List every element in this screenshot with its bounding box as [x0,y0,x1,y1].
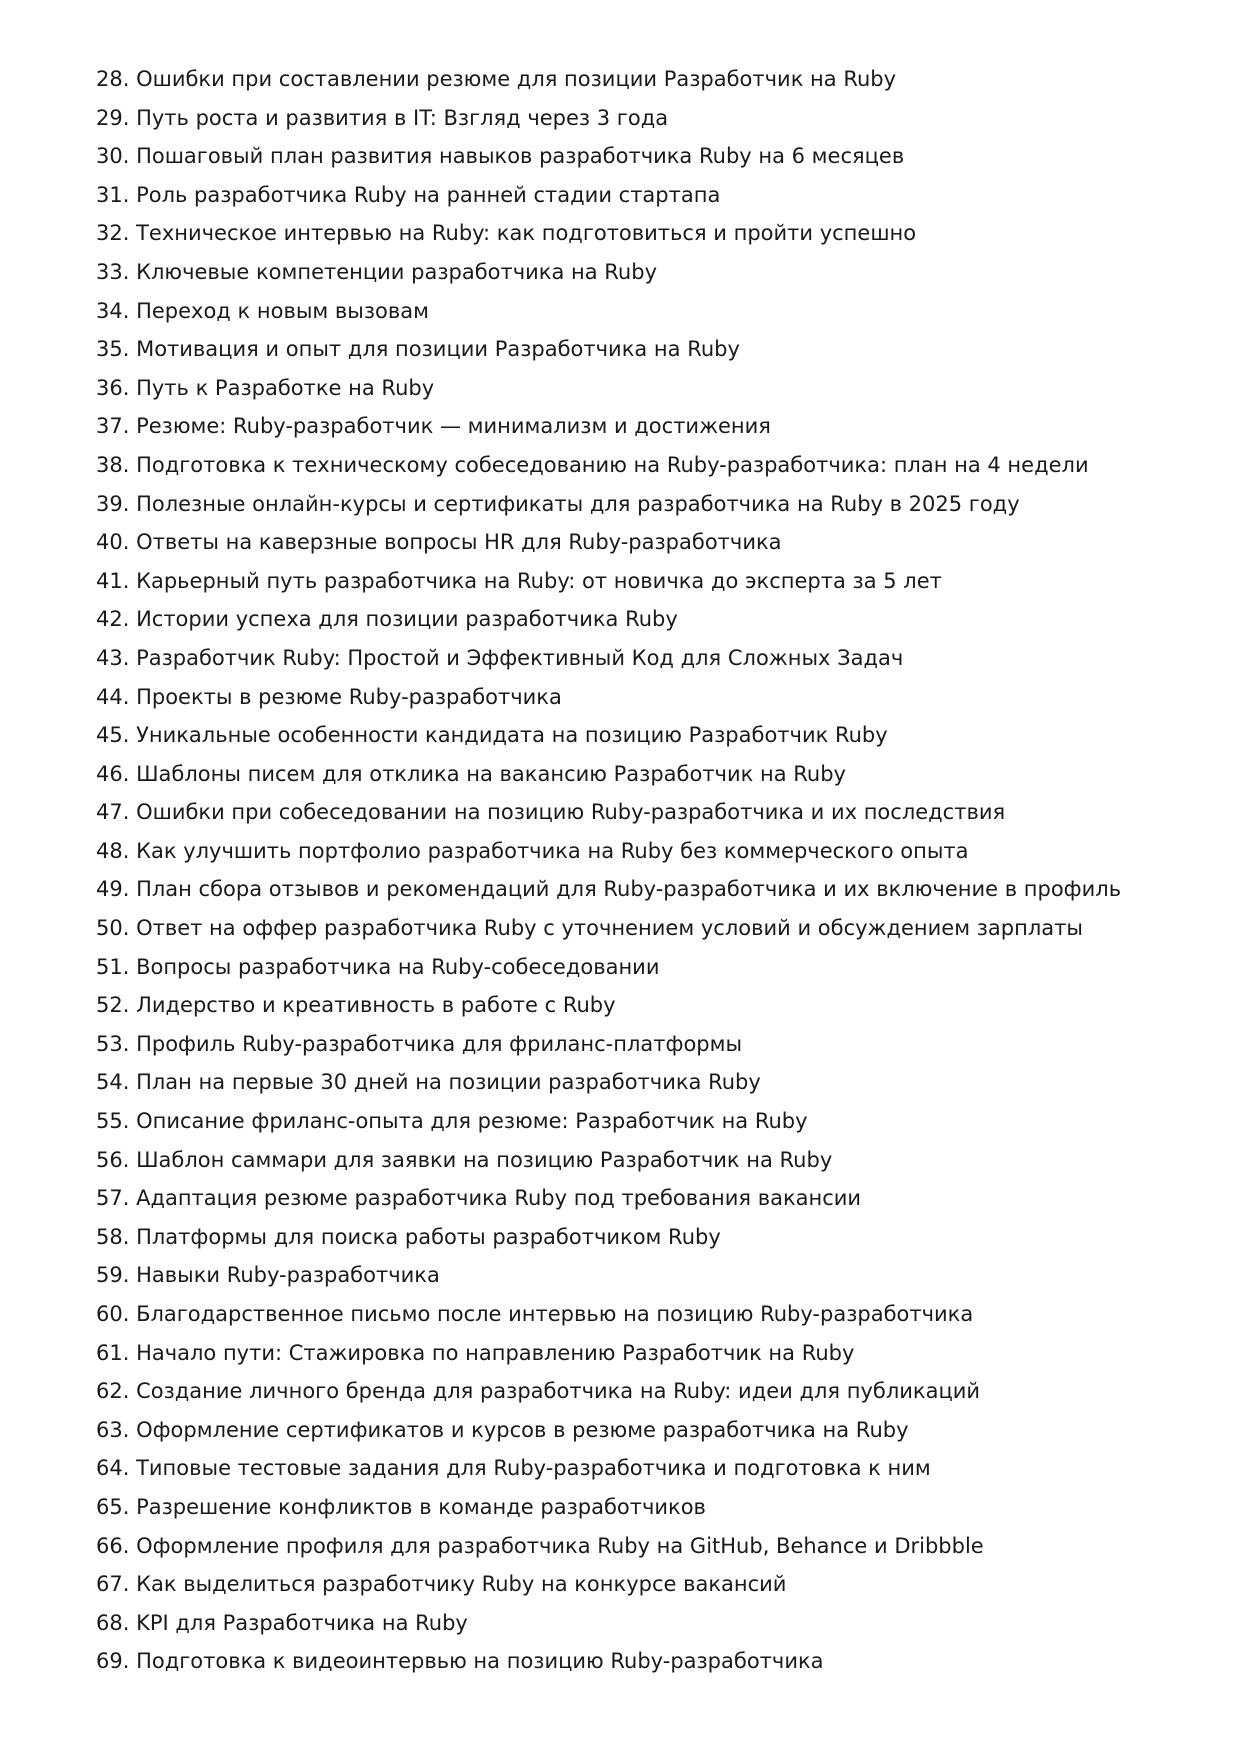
list-item: 49. План сбора отзывов и рекомендаций для Ruby-разработчика и их включение в профиль [96,877,1122,902]
list-item: 50. Ответ на оффер разработчика Ruby с уточнением условий и обсуждением зарплаты [96,916,1083,941]
list-item: 37. Резюме: Ruby-разработчик — минимализм и достижения [96,414,771,439]
list-item: 32. Техническое интервью на Ruby: как подготовиться и пройти успешно [96,221,917,246]
list-item: 31. Роль разработчика Ruby на ранней стадии стартапа [96,182,721,207]
list-item: 46. Шаблоны писем для отклика на вакансию Разработчик на Ruby [96,761,846,786]
list-item: 42. Истории успеха для позиции разработчика Ruby [96,607,678,632]
list-item: 54. План на первые 30 дней на позиции разработчика Ruby [96,1070,761,1095]
list-item: 35. Мотивация и опыт для позиции Разработчика на Ruby [96,337,740,362]
list-item: 59. Навыки Ruby-разработчика [96,1263,440,1288]
list-item: 34. Переход к новым вызовам [96,298,429,323]
list-item: 38. Подготовка к техническому собеседованию на Ruby-разработчика: план на 4 недели [96,452,1089,477]
list-item: 29. Путь роста и развития в IT: Взгляд через 3 года [96,105,669,130]
list-item: 62. Создание личного бренда для разработчика на Ruby: идеи для публикаций [96,1379,981,1404]
list-item: 45. Уникальные особенности кандидата на позицию Разработчик Ruby [96,723,888,748]
list-item: 58. Платформы для поиска работы разработчиком Ruby [96,1224,721,1249]
list-item: 65. Разрешение конфликтов в команде разработчиков [96,1494,706,1519]
list-item: 56. Шаблон саммари для заявки на позицию Разработчик на Ruby [96,1147,833,1172]
list-item: 53. Профиль Ruby-разработчика для фриланс-платформы [96,1031,743,1056]
list-item: 36. Путь к Разработке на Ruby [96,375,435,400]
list-item: 61. Начало пути: Стажировка по направлению Разработчик на Ruby [96,1340,855,1365]
list-item: 41. Карьерный путь разработчика на Ruby: от новичка до эксперта за 5 лет [96,568,942,593]
list-item: 43. Разработчик Ruby: Простой и Эффективный Код для Сложных Задач [96,645,904,670]
list-item: 48. Как улучшить портфолио разработчика на Ruby без коммерческого опыта [96,838,969,863]
list-item: 68. KPI для Разработчика на Ruby [96,1610,468,1635]
list-item: 28. Ошибки при составлении резюме для позиции Разработчик на Ruby [96,67,897,91]
list-item: 52. Лидерство и креативность в работе с Ruby [96,993,616,1018]
list-item: 60. Благодарственное письмо после интервью на позицию Ruby-разработчика [96,1302,974,1326]
list-item: 47. Ошибки при собеседовании на позицию Ruby-разработчика и их последствия [96,800,1006,825]
list-item: 30. Пошаговый план развития навыков разработчика Ruby на 6 месяцев [96,144,905,169]
list-item: 57. Адаптация резюме разработчика Ruby под требования вакансии [96,1186,862,1211]
list-item: 67. Как выделиться разработчику Ruby на конкурсе вакансий [96,1572,787,1597]
list-item: 51. Вопросы разработчика на Ruby-собеседовании [96,954,660,979]
list-item: 44. Проекты в резюме Ruby-разработчика [96,684,562,709]
list-item: 69. Подготовка к видеоинтервью на позицию Ruby-разработчика [96,1649,824,1674]
list-item: 33. Ключевые компетенции разработчика на Ruby [96,259,658,284]
table-of-contents-list [96,60,1196,1681]
list-item: 55. Описание фриланс-опыта для резюме: Разработчик на Ruby [96,1109,808,1134]
list-item: 63. Оформление сертификатов и курсов в резюме разработчика на Ruby [96,1417,909,1442]
list-item: 40. Ответы на каверзные вопросы HR для Ruby-разработчика [96,530,782,555]
list-item: 64. Типовые тестовые задания для Ruby-разработчика и подготовка к ним [96,1456,931,1481]
list-item: 39. Полезные онлайн-курсы и сертификаты для разработчика на Ruby в 2025 году [96,491,1020,516]
list-item: 66. Оформление профиля для разработчика Ruby на GitHub, Behance и Dribbble [96,1533,984,1558]
